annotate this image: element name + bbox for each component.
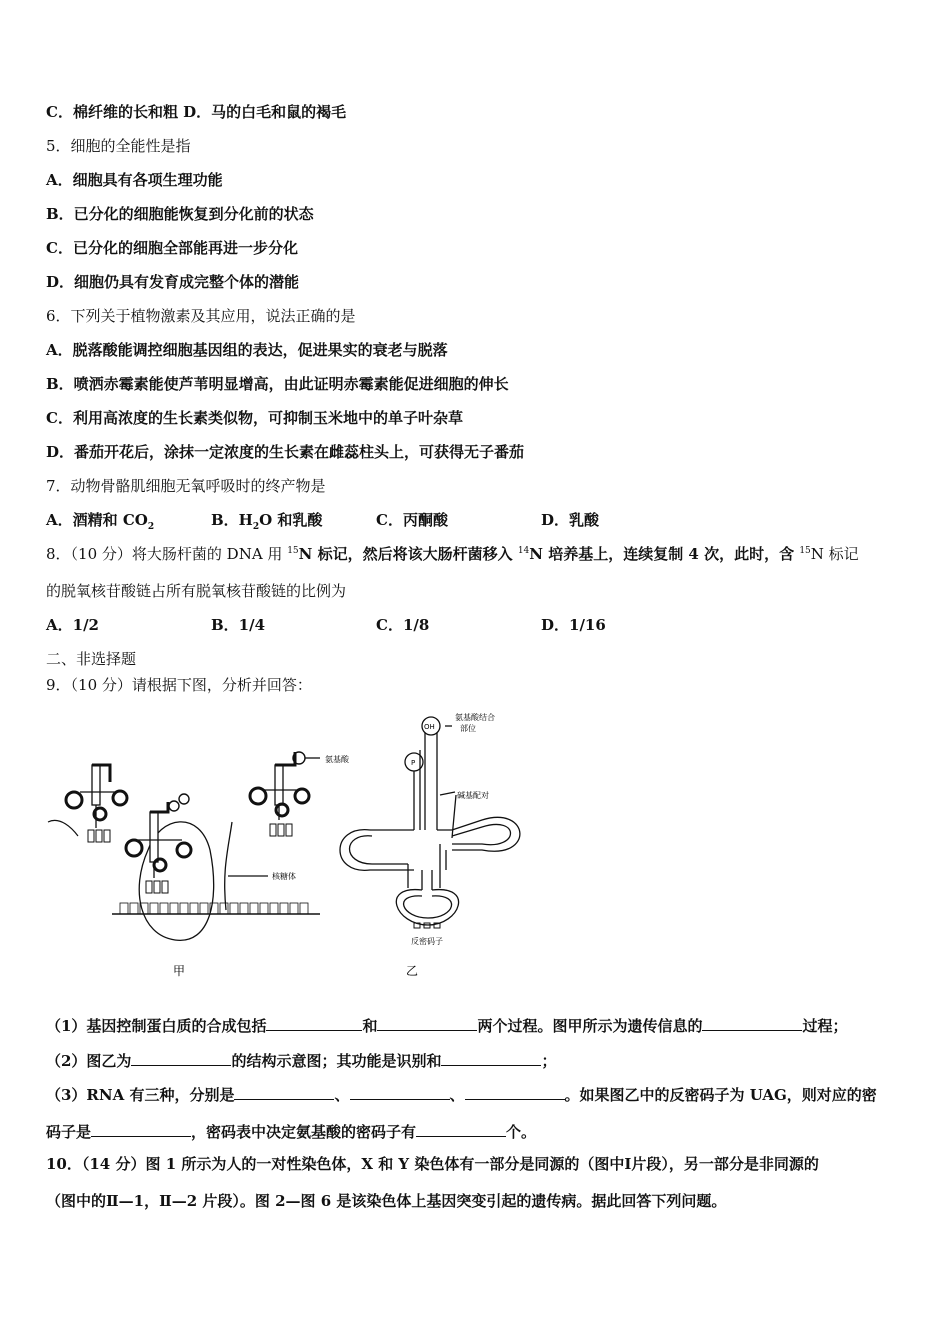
label-amino-acid: 氨基酸: [325, 755, 349, 764]
answer-blank[interactable]: [91, 1120, 191, 1137]
q8-option-c: C．1/8: [376, 616, 430, 634]
q10-stem-line2: （图中的Ⅱ—1，Ⅱ—2 片段）。图 2—图 6 是该染色体上基因突变引起的遗传病。据此回答下列问题。: [46, 1192, 727, 1210]
answer-blank[interactable]: [702, 1014, 802, 1031]
figure-yi-label: 乙: [406, 964, 419, 978]
answer-blank[interactable]: [465, 1083, 565, 1100]
section-heading: 二、非选择题: [46, 650, 137, 668]
q8-option-d: D．1/16: [541, 616, 606, 634]
q6-stem: 6．下列关于植物激素及其应用，说法正确的是: [46, 307, 356, 325]
label-ribosome: 核糖体: [272, 872, 296, 881]
q7-option-b: B．$H_2O$ 和乳酸: [211, 511, 323, 532]
label-aa-binding-site-2: 部位: [460, 724, 476, 733]
answer-blank[interactable]: [377, 1014, 477, 1031]
answer-blank[interactable]: [234, 1083, 334, 1100]
answer-blank[interactable]: [350, 1083, 450, 1100]
label-p: P: [411, 759, 416, 767]
q7-options: [46, 510, 599, 530]
label-oh: OH: [424, 723, 435, 731]
q9-figure: [0, 700, 950, 1000]
q7-option-a: A．酒精和 $CO_2$: [46, 511, 155, 532]
q5-option-b: B．已分化的细胞能恢复到分化前的状态: [46, 205, 314, 223]
answer-blank[interactable]: [441, 1049, 541, 1066]
q9-part3: （3）RNA 有三种，分别是 、 、 。如果图乙中的反密码子为 UAG，则对应的密: [46, 1083, 877, 1105]
answer-blank[interactable]: [266, 1014, 362, 1031]
q6-option-a: A．脱落酸能调控细胞基因组的表达，促进果实的衰老与脱落: [46, 341, 448, 359]
q9-stem: 9．（10 分）请根据下图，分析并回答：: [46, 676, 312, 694]
q6-option-d: D．番茄开花后，涂抹一定浓度的生长素在雌蕊柱头上，可获得无子番茄: [46, 443, 525, 461]
label-aa-binding-site-1: 氨基酸结合: [455, 713, 495, 722]
q5-option-d: D．细胞仍具有发育成完整个体的潜能: [46, 273, 300, 291]
q5-option-c: C．已分化的细胞全部能再进一步分化: [46, 239, 298, 257]
q5-stem: 5．细胞的全能性是指: [46, 137, 191, 155]
label-anticodon: 反密码子: [411, 937, 443, 946]
q4-options-cd: C．棉纤维的长和粗 D．马的白毛和鼠的褐毛: [46, 103, 347, 121]
q8-stem-line2: 的脱氧核苷酸链占所有脱氧核苷酸链的比例为: [46, 582, 347, 600]
q8-option-b: B．1/4: [211, 616, 266, 634]
q9-part2: （2）图乙为 的结构示意图；其功能是识别和 ；: [46, 1049, 556, 1071]
q8-options: [46, 615, 606, 635]
q7-option-c: C．丙酮酸: [376, 511, 448, 529]
q9-part3-line2: 码子是 ，密码表中决定氨基酸的密码子有 个。: [46, 1120, 536, 1142]
label-base-pairing: 碱基配对: [457, 791, 489, 800]
q7-option-d: D．乳酸: [541, 511, 600, 529]
q6-option-b: B．喷洒赤霉素能使芦苇明显增高，由此证明赤霉素能促进细胞的伸长: [46, 375, 509, 393]
q8-option-a: A．1/2: [46, 616, 99, 634]
q6-option-c: C．利用高浓度的生长素类似物，可抑制玉米地中的单子叶杂草: [46, 409, 463, 427]
translation-diagram: [48, 752, 320, 940]
answer-blank[interactable]: [131, 1049, 231, 1066]
figure-jia-label: 甲: [173, 964, 186, 978]
trna-structure-diagram: [340, 717, 520, 928]
q5-option-a: A．细胞具有各项生理功能: [46, 171, 223, 189]
q7-stem: 7．动物骨骼肌细胞无氧呼吸时的终产物是: [46, 477, 326, 495]
q9-part1: （1）基因控制蛋白质的合成包括 和 两个过程。图甲所示为遗传信息的 过程；: [46, 1014, 848, 1036]
q10-stem-line1: 10．（14 分）图 1 所示为人的一对性染色体，X 和 Y 染色体有一部分是同源的（图中Ⅰ片段），另一部分是非同源的: [46, 1155, 819, 1173]
answer-blank[interactable]: [416, 1120, 506, 1137]
q8-stem: 8．（10 分）将大肠杆菌的 DNA 用 $^{15}$N 标记，然后将该大肠杆菌移入 $^{14}$N 培养基上，连续复制 4 次，此时，含 $^{15}$N 标记: [46, 545, 859, 563]
